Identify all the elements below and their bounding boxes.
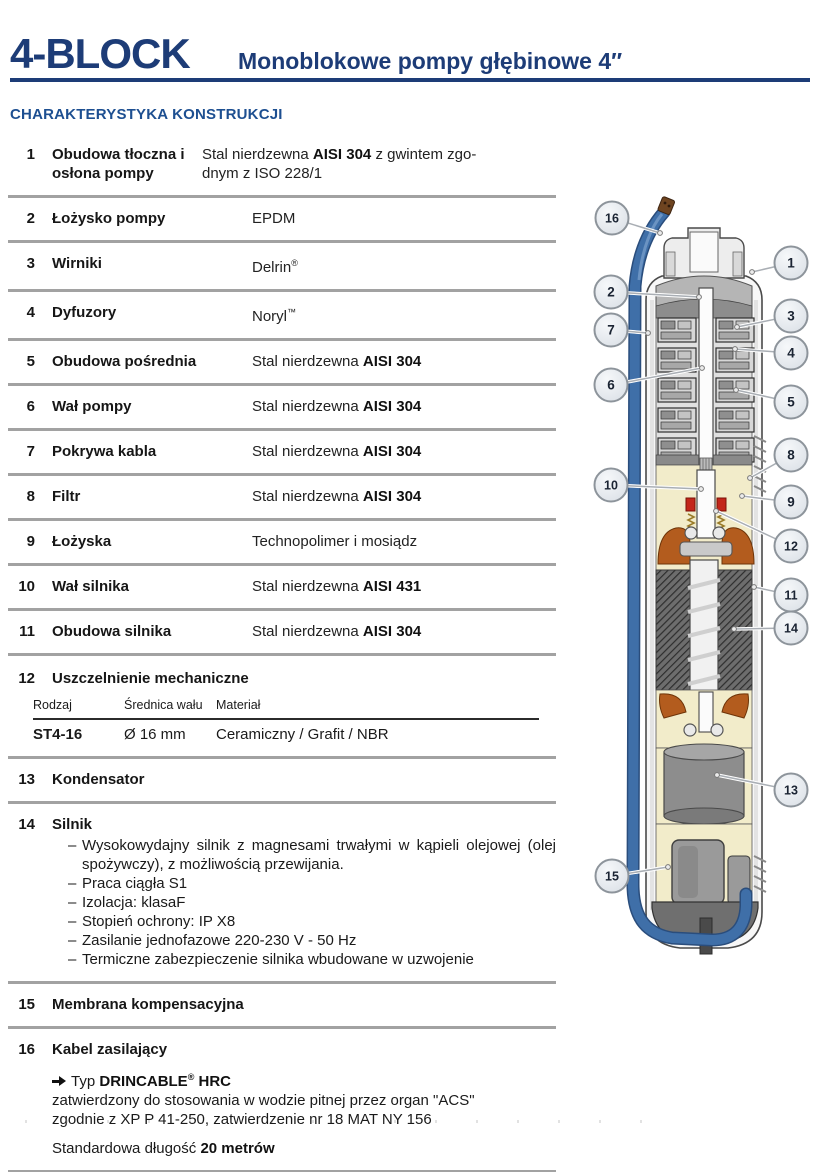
row-number: 1 [26, 146, 35, 163]
cable-length-line: Standardowa długość 20 metrów [52, 1140, 275, 1157]
motor-feature-list [68, 836, 556, 969]
svg-text:6: 6 [607, 377, 615, 393]
pump-diagram [584, 190, 820, 965]
callout-1 [750, 247, 808, 280]
spec-name: Filtr [52, 488, 81, 505]
spec-value: Stal nierdzewna AISI 304 z gwintem zgodnym z ISO 228/1 [202, 146, 477, 182]
spec-name: Łożyska [52, 533, 112, 550]
spec-name: Wał silnika [52, 578, 129, 595]
row-number: 6 [26, 398, 35, 415]
spec-row-8 [8, 476, 556, 521]
spec-name: Silnik [52, 816, 93, 833]
subtable-cell: ST4-16 [33, 726, 83, 743]
spec-value: Stal nierdzewna AISI 304 [252, 488, 422, 505]
list-item: – Praca ciągła S1 [68, 875, 188, 892]
list-item: – Wysokowydajny silnik z magnesami trwałymi w kąpieli olejowej (olej spożywczy), z możliwością przewijania. [68, 837, 556, 873]
seal-subtable [33, 696, 539, 744]
spec-value: Delrin® [252, 258, 298, 276]
svg-text:13: 13 [784, 783, 798, 798]
row-number: 15 [18, 996, 35, 1013]
svg-text:2: 2 [607, 284, 615, 300]
row-number: 10 [18, 578, 35, 595]
spec-value: Stal nierdzewna AISI 304 [252, 623, 422, 640]
subtable-cell: Ø 16 mm [124, 726, 186, 743]
row-number: 13 [18, 771, 35, 788]
spec-row-12 [8, 656, 556, 759]
list-item: – Stopień ochrony: IP X8 [68, 913, 236, 930]
spec-value: EPDM [252, 210, 296, 227]
spec-row-2 [8, 198, 556, 243]
row-number: 8 [26, 488, 35, 505]
row-number: 4 [26, 304, 35, 321]
svg-text:8: 8 [787, 447, 795, 463]
row-number: 14 [18, 816, 35, 833]
list-item: – Izolacja: klasaF [68, 894, 186, 911]
spec-name: Obudowa tłoczna i osłona pompy [52, 146, 185, 182]
spec-name: Membrana kompensacyjna [52, 996, 244, 1013]
svg-text:9: 9 [787, 494, 795, 510]
row-number: 12 [18, 670, 35, 687]
pump-illustration [584, 190, 820, 965]
spec-value: Stal nierdzewna AISI 304 [252, 398, 422, 415]
spec-name: Obudowa pośrednia [52, 353, 197, 370]
row-number: 16 [18, 1041, 35, 1058]
subtable-col-header: Materiał [216, 698, 261, 712]
spec-name: Kabel zasilający [52, 1041, 168, 1058]
spec-row-14 [8, 804, 556, 984]
construction-spec-table [8, 134, 556, 1172]
spec-name: Obudowa silnika [52, 623, 172, 640]
spec-row-9 [8, 521, 556, 566]
svg-text:3: 3 [787, 308, 795, 324]
spec-value: Stal nierdzewna AISI 431 [252, 578, 422, 595]
spec-row-11 [8, 611, 556, 656]
cable-standard-line: zgodnie z XP P 41-250, zatwierdzenie nr 18 MAT NY 156 [52, 1111, 432, 1128]
cable-details [52, 1068, 556, 1158]
callout-7 [595, 314, 651, 347]
list-item: – Zasilanie jednofazowe 220-230 V - 50 Hz [68, 932, 357, 949]
spec-row-10 [8, 566, 556, 611]
spec-value: Stal nierdzewna AISI 304 [252, 443, 422, 460]
row-number: 3 [26, 255, 35, 272]
spec-name: Uszczelnienie mechaniczne [52, 670, 249, 687]
svg-text:11: 11 [784, 588, 798, 603]
svg-text:14: 14 [784, 621, 798, 636]
svg-text:7: 7 [607, 322, 615, 338]
section-heading: CHARAKTERYSTYKA KONSTRUKCJI [10, 106, 283, 123]
arrow-right-icon [52, 1076, 67, 1086]
spec-row-5 [8, 341, 556, 386]
spec-value: Technopolimer i mosiądz [252, 533, 418, 550]
svg-text:10: 10 [604, 478, 618, 493]
list-item: – Termiczne zabezpieczenie silnika wbudowane w uzwojenie [68, 951, 474, 968]
svg-text:12: 12 [784, 539, 798, 554]
svg-text:1: 1 [787, 255, 795, 271]
spec-name: Dyfuzory [52, 304, 117, 321]
subtable-cell: Ceramiczny / Grafit / NBR [216, 726, 389, 743]
svg-text:5: 5 [787, 394, 795, 410]
spec-name: Pokrywa kabla [52, 443, 157, 460]
header-rule [10, 78, 810, 82]
cable-type-line: Typ DRINCABLE® HRC [52, 1068, 556, 1091]
page-title: 4-BLOCK [10, 30, 190, 77]
subtable-col-header: Rodzaj [33, 698, 72, 712]
spec-name: Wał pompy [52, 398, 132, 415]
page-subtitle: Monoblokowe pompy głębinowe 4″ [238, 48, 623, 74]
spec-row-4 [8, 292, 556, 341]
row-number: 9 [26, 533, 35, 550]
spec-row-7 [8, 431, 556, 476]
svg-text:4: 4 [787, 345, 795, 361]
spec-row-1 [8, 134, 556, 198]
spec-value: Noryl™ [252, 307, 297, 325]
row-number: 11 [19, 623, 35, 640]
cropped-text-remnant [25, 1120, 655, 1123]
spec-row-13 [8, 759, 556, 804]
pump-body [646, 228, 766, 954]
subtable-col-header: Średnica wału [124, 698, 203, 712]
spec-name: Kondensator [52, 771, 145, 788]
spec-value: Stal nierdzewna AISI 304 [252, 353, 422, 370]
row-number: 2 [26, 210, 35, 227]
seal-subtable-row [33, 720, 539, 744]
spec-row-3 [8, 243, 556, 292]
svg-text:15: 15 [605, 869, 619, 884]
spec-row-16 [8, 1029, 556, 1172]
seal-subtable-header [33, 696, 539, 720]
row-number: 5 [26, 353, 35, 370]
spec-row-6 [8, 386, 556, 431]
cable-approval-line: zatwierdzony do stosowania w wodzie pitnej przez organ "ACS" [52, 1092, 475, 1109]
spec-row-15 [8, 984, 556, 1029]
row-number: 7 [26, 443, 35, 460]
spec-name: Łożysko pompy [52, 210, 166, 227]
svg-text:16: 16 [605, 211, 619, 226]
spec-name: Wirniki [52, 255, 102, 272]
